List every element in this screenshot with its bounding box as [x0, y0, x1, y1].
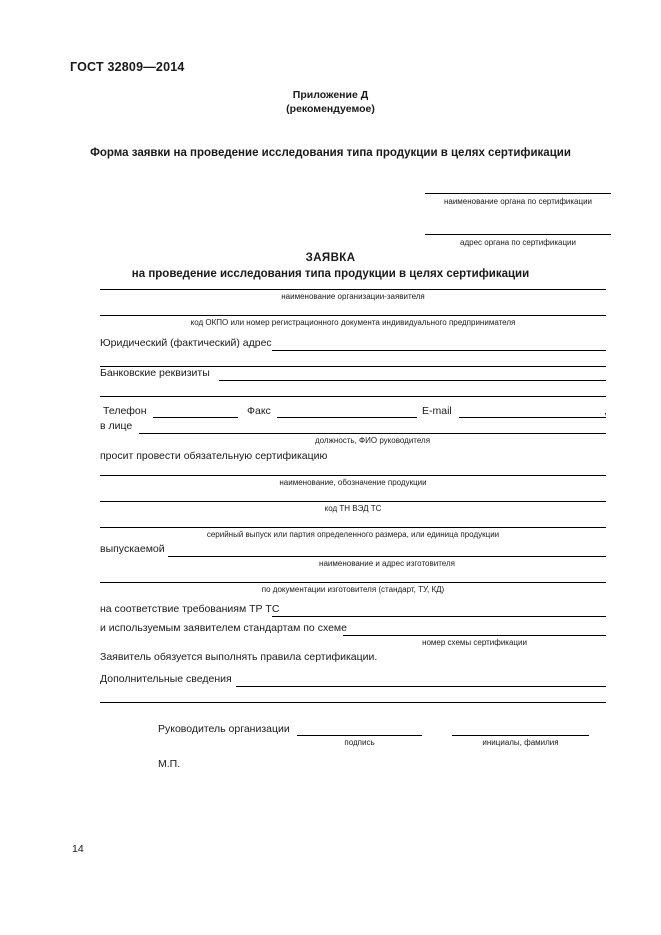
page-number: 14 [72, 843, 84, 855]
phone-label: Телефон [103, 405, 147, 417]
applicant-name-rule[interactable] [100, 289, 606, 290]
request-label: просит провести обязательную сертификацию [100, 450, 328, 462]
email-label: E-mail [422, 405, 452, 417]
initials-rule[interactable] [452, 735, 589, 736]
form-title: Форма заявки на проведение исследования типа продукции в целях сертификации [90, 147, 571, 159]
addressee-address-rule [425, 234, 611, 235]
additional-info-rule-2[interactable] [100, 702, 606, 703]
product-name-caption: наименование, обозначение продукции [279, 478, 427, 487]
okpo-rule[interactable] [100, 315, 606, 316]
produced-by-rule[interactable] [168, 556, 606, 557]
batch-caption: серийный выпуск или партия определенного размера, или единица продукции [206, 530, 500, 539]
appendix-line-1: Приложение Д [292, 89, 369, 101]
email-trailing-comma: , [604, 405, 607, 417]
in-person-caption: должность, ФИО руководителя [314, 436, 431, 445]
obligation-text: Заявитель обязуется выполнять правила сертификации. [100, 651, 378, 663]
application-heading-subtitle: на проведение исследования типа продукции в целях сертификации [131, 268, 530, 280]
applicant-name-caption: наименование организации-заявителя [281, 292, 425, 301]
appendix-block [0, 88, 661, 116]
additional-info-rule[interactable] [236, 686, 606, 687]
scheme-caption: номер схемы сертификации [422, 638, 527, 647]
fax-rule[interactable] [277, 417, 417, 418]
produced-by-label: выпускаемой [100, 543, 165, 555]
documentation-caption: по документации изготовителя (стандарт, ТУ, КД) [261, 585, 445, 594]
conformity-rule[interactable] [272, 616, 606, 617]
running-head: ГОСТ 32809—2014 [70, 60, 185, 74]
addressee-address-caption: адрес органа по сертификации [460, 238, 576, 247]
application-heading-title: ЗАЯВКА [305, 252, 356, 264]
legal-address-label: Юридический (фактический) адрес [100, 337, 272, 349]
legal-address-rule[interactable] [272, 350, 606, 351]
tnved-caption: код ТН ВЭД ТС [324, 504, 382, 513]
conformity-label: на соответствие требованиям ТР ТС [100, 603, 280, 615]
batch-rule[interactable] [100, 527, 606, 528]
product-name-rule[interactable] [100, 475, 606, 476]
signature-rule[interactable] [297, 735, 422, 736]
okpo-caption: код ОКПО или номер регистрационного документа индивидуального предпринимателя [190, 318, 516, 327]
manufacturer-caption: наименование и адрес изготовителя [319, 559, 455, 568]
addressee-name-rule [425, 193, 611, 194]
tnved-rule[interactable] [100, 501, 606, 502]
scheme-label: и используемым заявителем стандартам по схеме [100, 622, 347, 634]
email-rule[interactable] [459, 417, 606, 418]
in-person-rule[interactable] [139, 433, 606, 434]
bank-details-label: Банковские реквизиты [100, 367, 210, 379]
bank-details-rule[interactable] [219, 380, 606, 381]
initials-caption: инициалы, фамилия [482, 738, 559, 747]
fax-label: Факс [247, 405, 271, 417]
signature-caption: подпись [344, 738, 375, 747]
appendix-line-2: (рекомендуемое) [286, 103, 375, 115]
head-of-organization-label: Руководитель организации [158, 723, 290, 735]
bank-details-rule-2[interactable] [100, 396, 606, 397]
in-person-label: в лице [100, 420, 133, 432]
seal-label: М.П. [158, 758, 181, 770]
additional-info-label: Дополнительные сведения [100, 673, 232, 685]
application-heading [60, 250, 601, 282]
documentation-rule[interactable] [100, 582, 606, 583]
scheme-rule[interactable] [343, 635, 606, 636]
addressee-name-caption: наименование органа по сертификации [443, 197, 593, 206]
phone-rule[interactable] [153, 417, 238, 418]
